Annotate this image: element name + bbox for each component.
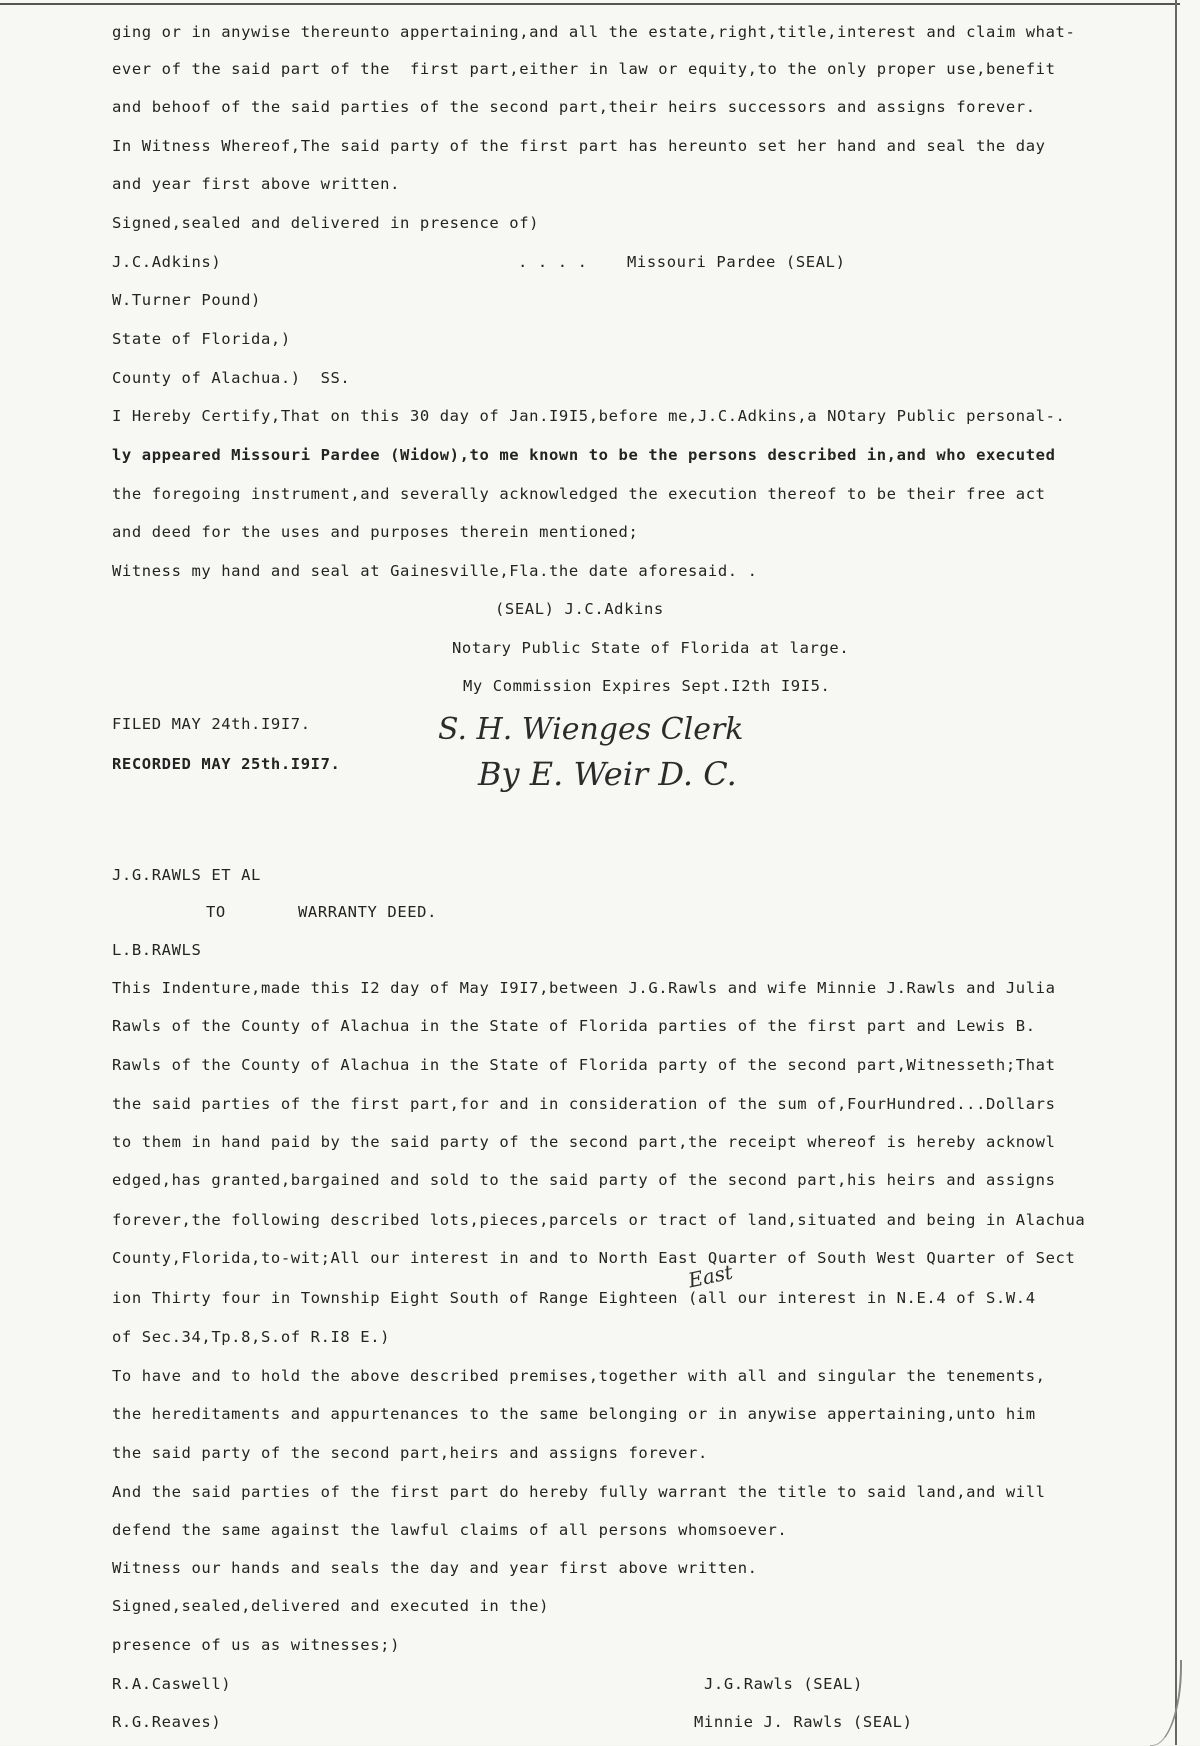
deed-line: the hereditaments and appurtenances to the same belonging or in anywise appertaining,unto him	[112, 1405, 1036, 1423]
deed-line: County,Florida,to-wit;All our interest in and to North East Quarter of South West Quarter of Sect	[112, 1249, 1076, 1267]
grantee-heading: L.B.RAWLS	[112, 941, 202, 959]
text-line: ging or in anywise thereunto appertaining,and all the estate,right,title,interest and claim what-	[112, 23, 1076, 41]
witness-name: R.G.Reaves)	[112, 1713, 222, 1731]
deed-line: the said party of the second part,heirs and assigns forever.	[112, 1444, 708, 1462]
notary-title: Notary Public State of Florida at large.	[452, 639, 850, 657]
grantor-signature: Missouri Pardee (SEAL)	[627, 253, 846, 271]
deed-line: of Sec.34,Tp.8,S.of R.I8 E.)	[112, 1328, 391, 1346]
deed-line: Witness our hands and seals the day and year first above written.	[112, 1559, 758, 1577]
certificate-line: the foregoing instrument,and severally acknowledged the execution thereof to be their free act	[112, 485, 1046, 503]
deed-line: To have and to hold the above described premises,together with all and singular the tenements,	[112, 1367, 1046, 1385]
page-curl	[1150, 1660, 1182, 1746]
deed-line: This Indenture,made this I2 day of May I9I7,between J.G.Rawls and wife Minnie J.Rawls and Julia	[112, 979, 1056, 997]
text-line: and behoof of the said parties of the second part,their heirs successors and assigns forever.	[112, 98, 1036, 116]
deed-type: WARRANTY DEED.	[298, 903, 438, 921]
top-border-rule	[0, 3, 1180, 5]
signer-name: Minnie J. Rawls (SEAL)	[694, 1713, 913, 1731]
certificate-line: and deed for the uses and purposes therein mentioned;	[112, 523, 639, 541]
witness-name: R.A.Caswell)	[112, 1675, 232, 1693]
text-line: and year first above written.	[112, 175, 401, 193]
signer-name: J.G.Rawls (SEAL)	[704, 1675, 863, 1693]
grantor-heading: J.G.RAWLS ET AL	[112, 866, 261, 884]
handwritten-insert: East	[685, 1259, 735, 1293]
deed-line: presence of us as witnesses;)	[112, 1636, 401, 1654]
to-label: TO	[206, 903, 226, 921]
deed-line: Signed,sealed,delivered and executed in the)	[112, 1597, 549, 1615]
filed-date: FILED MAY 24th.I9I7.	[112, 715, 311, 733]
county-line: County of Alachua.) SS.	[112, 369, 351, 387]
deed-line: the said parties of the first part,for and in consideration of the sum of,FourHundred...Dollars	[112, 1095, 1056, 1113]
witness-name: J.C.Adkins)	[112, 253, 222, 271]
deed-line: edged,has granted,bargained and sold to the said party of the second part,his heirs and assigns	[112, 1171, 1056, 1189]
filler-dots: . . . .	[518, 253, 588, 271]
witness-name: W.Turner Pound)	[112, 291, 261, 309]
text-line: Signed,sealed and delivered in presence of)	[112, 214, 540, 232]
right-margin-rule	[1175, 0, 1177, 1745]
deed-line: Rawls of the County of Alachua in the State of Florida party of the second part,Witnesseth;That	[112, 1056, 1056, 1074]
clerk-signature: S. H. Wienges Clerk	[438, 712, 744, 747]
recorded-date: RECORDED MAY 25th.I9I7.	[112, 755, 341, 773]
deputy-signature: By E. Weir D. C.	[478, 755, 737, 793]
text-line: ever of the said part of the first part,either in law or equity,to the only proper use,benefit	[112, 60, 1056, 78]
certificate-line: ly appeared Missouri Pardee (Widow),to me known to be the persons described in,and who executed	[112, 446, 1056, 464]
deed-line: forever,the following described lots,pieces,parcels or tract of land,situated and being in Alachua	[112, 1211, 1086, 1229]
state-line: State of Florida,)	[112, 330, 291, 348]
deed-line: ion Thirty four in Township Eight South of Range Eighteen (all our interest in N.E.4 of S.W.4	[112, 1289, 1036, 1307]
deed-line: defend the same against the lawful claims of all persons whomsoever.	[112, 1521, 788, 1539]
deed-line: And the said parties of the first part do hereby fully warrant the title to said land,and will	[112, 1483, 1046, 1501]
deed-line: to them in hand paid by the said party of the second part,the receipt whereof is hereby acknowl	[112, 1133, 1056, 1151]
certificate-line: Witness my hand and seal at Gainesville,Fla.the date aforesaid. .	[112, 562, 758, 580]
commission-expiry: My Commission Expires Sept.I2th I9I5.	[463, 677, 831, 695]
certificate-line: I Hereby Certify,That on this 30 day of Jan.I9I5,before me,J.C.Adkins,a NOtary Public personal-.	[112, 407, 1066, 425]
text-line: In Witness Whereof,The said party of the first part has hereunto set her hand and seal the day	[112, 137, 1046, 155]
deed-line: Rawls of the County of Alachua in the State of Florida parties of the first part and Lewis B.	[112, 1017, 1036, 1035]
notary-signature: (SEAL) J.C.Adkins	[495, 600, 664, 618]
